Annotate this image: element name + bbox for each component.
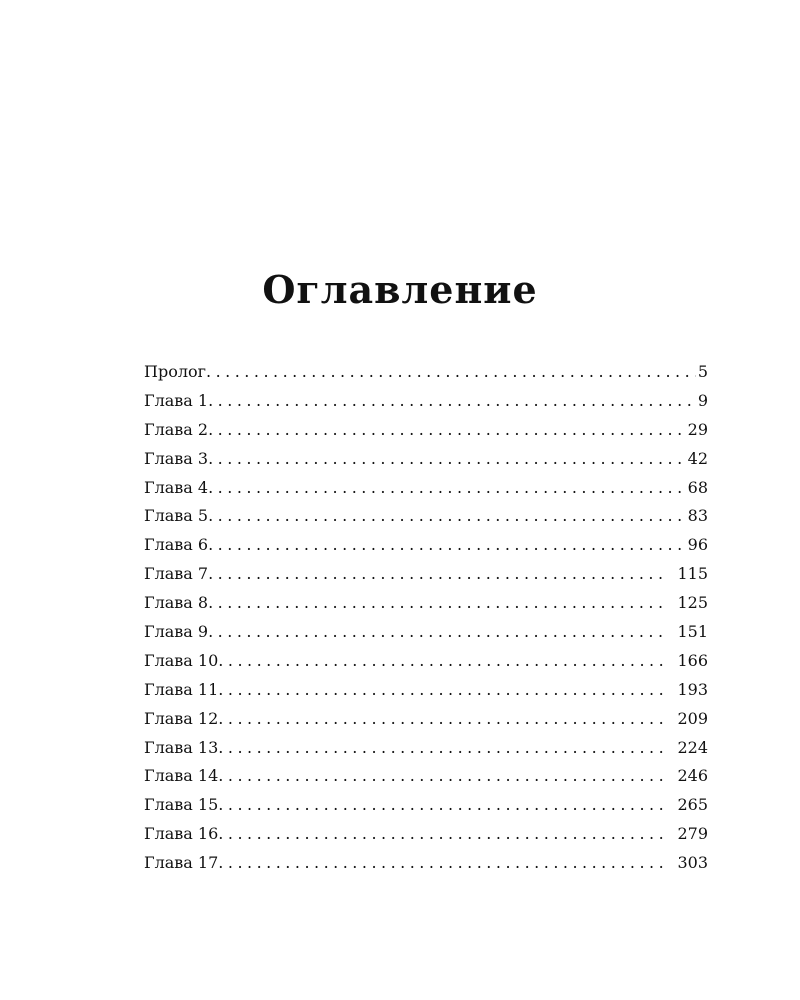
page-title: Оглавление: [262, 267, 538, 312]
toc-entry-label: Глава 2: [144, 419, 209, 439]
toc-dot-leader: [218, 849, 664, 878]
toc-entry-label: Глава 15: [144, 795, 219, 815]
toc-entry[interactable]: [144, 560, 708, 589]
toc-dot-leader: [208, 560, 664, 589]
toc-dot-leader: [208, 387, 696, 416]
toc-entry[interactable]: [144, 734, 708, 763]
toc-entry-label: Глава 8: [144, 593, 209, 613]
toc-dot-leader: [218, 791, 664, 820]
toc-entry-label: Глава 7: [144, 564, 209, 584]
toc-entry-page: 193: [677, 679, 708, 699]
toc-dot-leader: [208, 502, 686, 531]
table-of-contents: [144, 358, 708, 878]
toc-entry[interactable]: [144, 387, 708, 416]
toc-entry-page: 42: [687, 448, 708, 468]
toc-dot-leader: [208, 531, 686, 560]
toc-entry-page: 68: [687, 477, 708, 497]
toc-entry[interactable]: [144, 589, 708, 618]
toc-dot-leader: [218, 705, 664, 734]
toc-entry-page: 265: [677, 795, 708, 815]
toc-entry-page: 224: [677, 737, 708, 757]
toc-entry[interactable]: [144, 705, 708, 734]
toc-dot-leader: [218, 734, 664, 763]
toc-entry-page: 5: [697, 362, 708, 381]
toc-dot-leader: [218, 676, 664, 705]
toc-entry[interactable]: [144, 358, 708, 387]
toc-dot-leader: [208, 474, 686, 503]
toc-entry[interactable]: [144, 820, 708, 849]
toc-entry[interactable]: [144, 676, 708, 705]
toc-entry-label: Глава 16: [144, 824, 219, 844]
toc-entry[interactable]: [144, 416, 708, 445]
toc-entry-page: 151: [677, 622, 708, 642]
toc-entry[interactable]: [144, 647, 708, 676]
toc-entry-page: 125: [677, 593, 708, 613]
toc-entry-label: Глава 10: [144, 650, 219, 670]
toc-entry-label: Глава 14: [144, 766, 219, 786]
toc-entry[interactable]: [144, 762, 708, 791]
toc-entry-label: Глава 6: [144, 535, 209, 555]
toc-entry[interactable]: [144, 445, 708, 474]
toc-dot-leader: [208, 416, 686, 445]
toc-entry-label: Глава 5: [144, 506, 209, 526]
toc-entry-page: 246: [677, 766, 708, 786]
toc-dot-leader: [206, 358, 696, 387]
toc-entry[interactable]: [144, 849, 708, 878]
toc-dot-leader: [218, 647, 664, 676]
toc-entry-page: 115: [677, 564, 708, 584]
toc-entry-label: Глава 13: [144, 737, 219, 757]
toc-entry-label: Глава 3: [144, 448, 209, 468]
toc-dot-leader: [218, 820, 664, 849]
toc-dot-leader: [218, 762, 664, 791]
toc-entry-page: 9: [697, 390, 708, 410]
toc-dot-leader: [208, 589, 664, 618]
toc-entry[interactable]: [144, 618, 708, 647]
toc-entry-label: Глава 9: [144, 622, 209, 642]
toc-entry-label: Глава 1: [144, 390, 209, 410]
toc-entry-page: 279: [677, 824, 708, 844]
toc-entry-page: 166: [677, 650, 708, 670]
toc-entry[interactable]: [144, 531, 708, 560]
toc-entry-label: Глава 12: [144, 708, 219, 728]
toc-entry[interactable]: [144, 791, 708, 820]
toc-entry[interactable]: [144, 502, 708, 531]
toc-entry-label: Глава 4: [144, 477, 209, 497]
toc-entry[interactable]: [144, 474, 708, 503]
toc-entry-page: 303: [677, 853, 708, 873]
toc-dot-leader: [208, 445, 686, 474]
toc-entry-page: 209: [677, 708, 708, 728]
toc-entry-page: 29: [687, 419, 708, 439]
toc-dot-leader: [208, 618, 664, 647]
toc-entry-label: Глава 17: [144, 853, 219, 873]
toc-entry-page: 96: [687, 535, 708, 555]
toc-entry-label: Пролог: [144, 362, 207, 381]
toc-entry-page: 83: [687, 506, 708, 526]
toc-entry-label: Глава 11: [144, 679, 219, 699]
